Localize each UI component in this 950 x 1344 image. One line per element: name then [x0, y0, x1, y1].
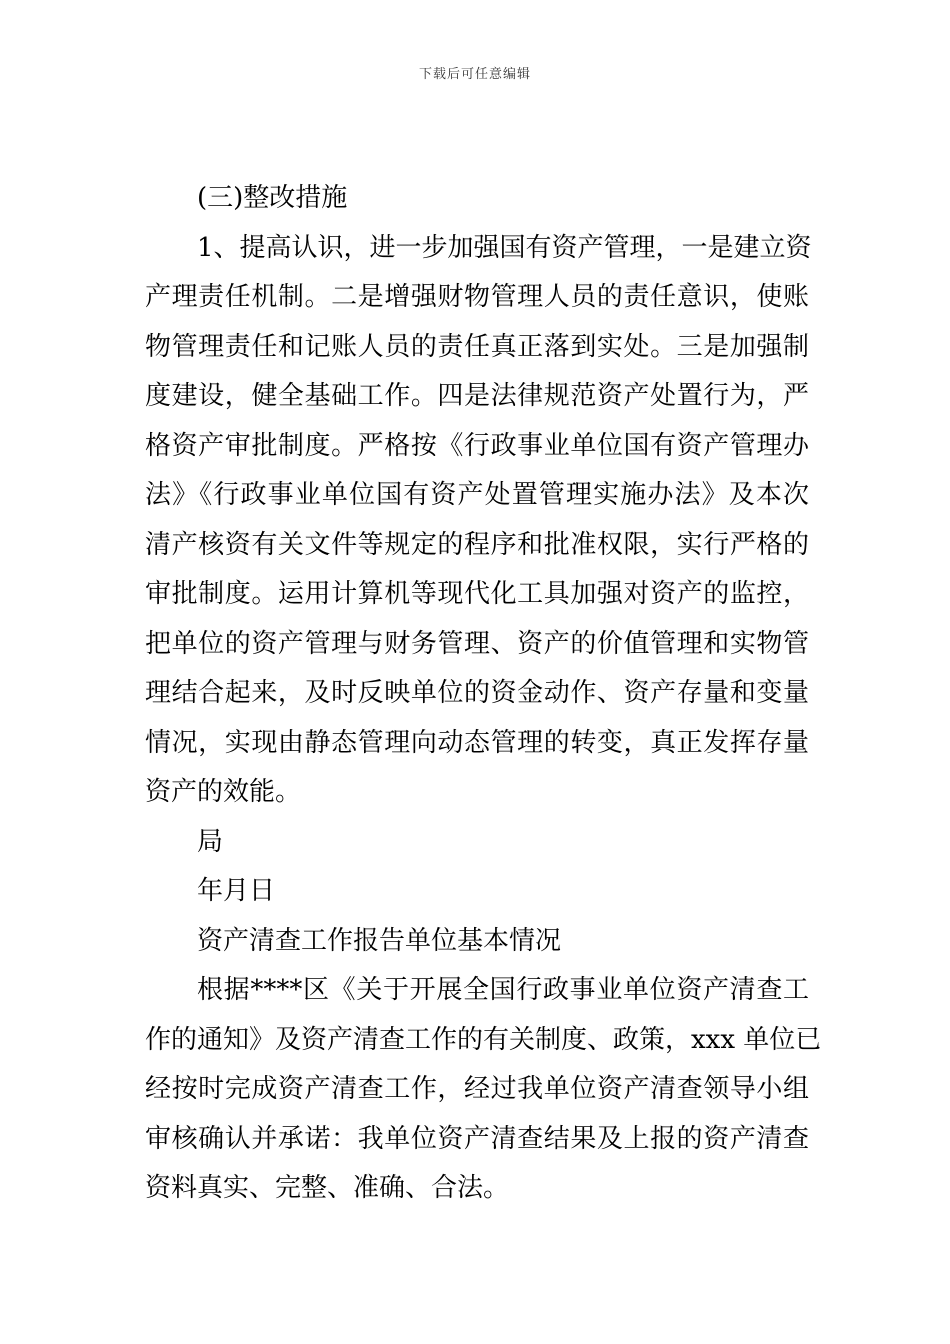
text-line: 物管理责任和记账人员的责任真正落到实处。三是加强制	[145, 331, 809, 362]
text-line: 作的通知》及资产清查工作的有关制度、政策，xxx 单位已	[145, 1024, 822, 1055]
text-line: 资料真实、完整、准确、合法。	[145, 1173, 510, 1203]
header-note: 下载后可任意编辑	[418, 67, 531, 82]
text-line: 审核确认并承诺：我单位资产清查结果及上报的资产清查	[145, 1123, 809, 1154]
text-line: 法》《行政事业单位国有资产处置管理实施办法》及本次	[145, 480, 809, 510]
text-line: 理结合起来，及时反映单位的资金动作、资产存量和变量	[145, 678, 809, 708]
text-line: 产理责任机制。二是增强财物管理人员的责任意识，使账	[145, 282, 809, 312]
text-line: 局	[197, 826, 224, 857]
text-line: 经按时完成资产清查工作，经过我单位资产清查领导小组	[145, 1074, 809, 1104]
text-line: 度建设，健全基础工作。四是法律规范资产处置行为，严	[145, 381, 809, 411]
text-line: 资产的效能。	[145, 777, 302, 807]
text-line: 资产清查工作报告单位基本情况	[197, 925, 562, 956]
text-line: 年月日	[197, 876, 276, 906]
text-line: 根据****区《关于开展全国行政事业单位资产清查工	[197, 975, 809, 1005]
body-text	[145, 174, 822, 1214]
text-line: 审批制度。运用计算机等现代化工具加强对资产的监控，	[145, 579, 809, 609]
text-line: 格资产审批制度。严格按《行政事业单位国有资产管理办	[145, 430, 809, 461]
text-line: 1、提高认识，进一步加强国有资产管理，一是建立资	[197, 232, 812, 263]
text-line: 把单位的资产管理与财务管理、资产的价值管理和实物管	[145, 628, 809, 659]
text-line: (三)整改措施	[197, 183, 348, 213]
text-line: 情况，实现由静态管理向动态管理的转变，真正发挥存量	[145, 727, 809, 758]
text-line: 清产核资有关文件等规定的程序和批准权限，实行严格的	[145, 529, 809, 560]
